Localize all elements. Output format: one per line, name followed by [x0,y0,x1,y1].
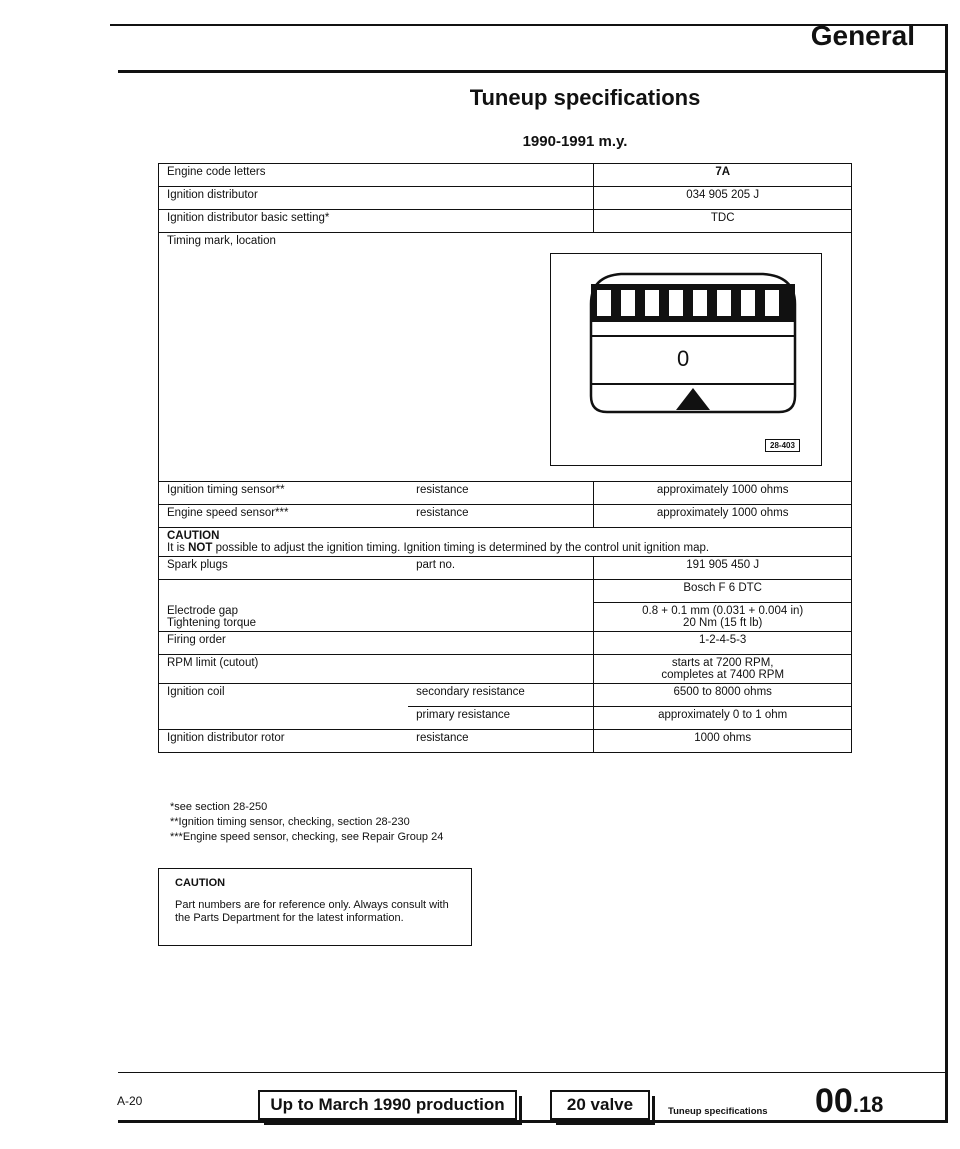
row-label: Ignition timing sensor** [159,482,409,505]
row-value [594,603,852,632]
row-label: Ignition coil [159,684,409,707]
torque-value: 20 Nm (15 ft lb) [683,617,763,629]
section-number-page: .18 [852,1092,884,1117]
valve-tab: 20 valve [550,1090,650,1120]
caution-box-heading: CAUTION [175,877,226,889]
table-row [159,505,852,528]
empty-cell [159,580,409,603]
caution-text-bold: NOT [188,542,213,554]
row-label: Spark plugs [159,557,409,580]
section-header: General [810,20,915,51]
footnote: ***Engine speed sensor, checking, see Repair Group 24 [170,831,444,843]
row-value: Bosch F 6 DTC [594,580,852,603]
caution-box-text: Part numbers are for reference only. Always consult with the Parts Department for the latest information. [175,899,449,924]
caution-text-pre: It is [167,542,189,554]
table-row [159,603,852,632]
table-row [159,210,852,233]
table-row [159,528,852,557]
electrode-label: Electrode gap [167,604,238,617]
caution-text-post: possible to adjust the ignition timing. Ignition timing is determined by the control unit ignition map. [212,542,710,554]
row-label: Ignition distributor rotor [159,730,409,753]
caution-cell [159,528,852,557]
production-tab: Up to March 1990 production [258,1090,517,1120]
timing-mark-zero: 0 [677,346,690,371]
row-value: 1-2-4-5-3 [594,632,852,655]
row-param: resistance [408,730,594,753]
table-row [159,707,852,730]
footnotes [170,800,443,845]
row-param: primary resistance [408,707,594,730]
table-row [159,655,852,684]
row-value: approximately 1000 ohms [594,482,852,505]
table-row [159,557,852,580]
table-row [159,730,852,753]
page-reference: A-20 [117,1094,143,1108]
empty-cell [159,707,409,730]
table-row [159,684,852,707]
caution-heading: CAUTION [167,530,220,542]
row-param: secondary resistance [408,684,594,707]
row-label [159,603,594,632]
row-value: 7A [594,164,852,187]
footer-rule-top [118,1072,948,1073]
empty-cell [408,580,594,603]
page-subtitle: 1990-1991 m.y. [522,133,628,150]
row-param: resistance [408,505,594,528]
row-value [594,655,852,684]
row-value: 191 905 450 J [594,557,852,580]
caution-text [167,542,843,554]
rpm-value-end: completes at 7400 RPM [661,669,785,681]
footnote: *see section 28-250 [170,801,268,813]
row-value: approximately 0 to 1 ohm [594,707,852,730]
row-value: 1000 ohms [594,730,852,753]
caution-box [158,868,472,946]
row-label: Ignition distributor [159,187,594,210]
row-value: TDC [594,210,852,233]
row-label: Ignition distributor basic setting* [159,210,594,233]
figure-reference: 28-403 [765,439,800,452]
section-label: Tuneup specifications [668,1106,768,1117]
row-value: 034 905 205 J [594,187,852,210]
section-number [815,1082,883,1121]
row-label: Firing order [159,632,594,655]
table-row [159,632,852,655]
right-border [945,24,948,1121]
table-row [159,482,852,505]
row-label: Timing mark, location [167,235,276,247]
row-label: Engine code letters [159,164,594,187]
page-title: Tuneup specifications [469,85,701,110]
table-row [159,187,852,210]
timing-mark-figure [550,253,822,466]
electrode-value: 0.8 + 0.1 mm (0.031 + 0.004 in) [642,605,804,617]
row-label: RPM limit (cutout) [159,655,594,684]
row-param: part no. [408,557,594,580]
row-value: approximately 1000 ohms [594,505,852,528]
torque-label: Tightening torque [167,616,257,629]
row-label: Engine speed sensor*** [159,505,409,528]
table-row [159,164,852,187]
rpm-value-start: starts at 7200 RPM, [671,657,774,669]
header-rule [118,70,948,73]
section-number-main: 00 [815,1082,853,1120]
row-param: resistance [408,482,594,505]
row-value: 6500 to 8000 ohms [594,684,852,707]
footnote: **Ignition timing sensor, checking, section 28-230 [170,816,410,828]
table-row [159,580,852,603]
